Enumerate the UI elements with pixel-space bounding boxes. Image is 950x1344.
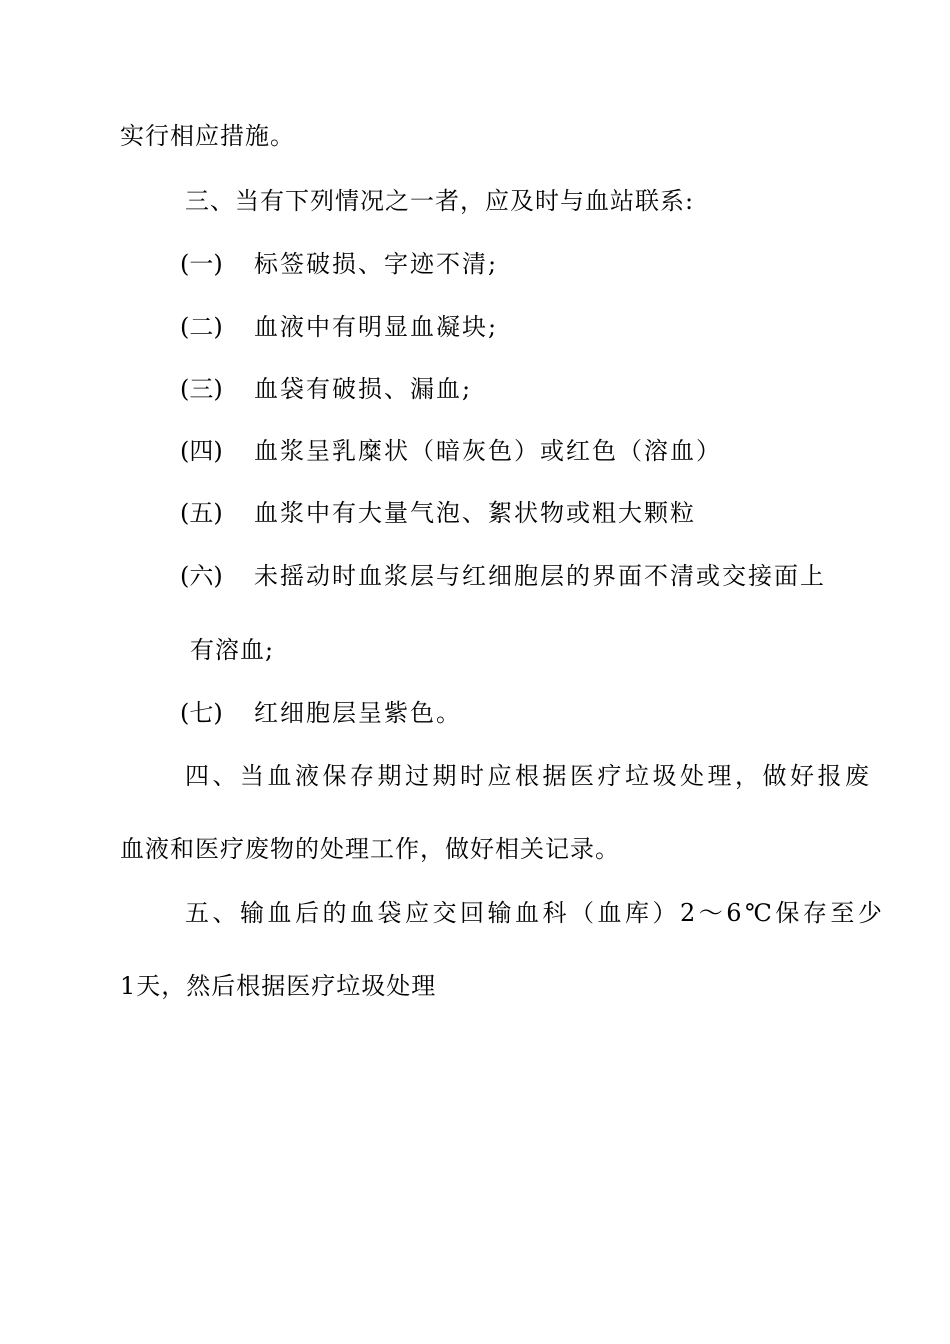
list-item-number: (二) [180,313,223,341]
list-item [180,248,498,280]
list-item-text: 未摇动时血浆层与红细胞层的界面不清或交接面上 [254,562,826,590]
section-four-paragraph: 四、当血液保存期过期时应根据医疗垃圾处理，做好报废 [185,762,873,790]
list-item-number: (三) [180,375,223,403]
list-item-text: 血液中有明显血凝块; [254,313,499,341]
list-item [180,697,462,729]
list-item-text: 血浆呈乳糜状（暗灰色）或红色（溶血） [254,437,722,465]
section-three-heading: 三、当有下列情况之一者，应及时与血站联系: [185,187,695,215]
list-item-text: 血袋有破损、漏血; [254,375,473,403]
list-item-number: (四) [180,437,223,465]
list-item [180,497,696,529]
list-item-text: 红细胞层呈紫色。 [254,699,462,727]
list-item [180,311,498,343]
list-item-continuation: 有溶血; [190,636,275,664]
list-item-number: (七) [180,699,223,727]
list-item-number: (六) [180,562,223,590]
list-item [180,560,826,592]
list-item-text: 血浆中有大量气泡、絮状物或粗大颗粒 [254,499,696,527]
list-item [180,373,472,405]
section-four-continuation: 血液和医疗废物的处理工作，做好相关记录。 [120,835,620,863]
list-item-number: (一) [180,250,223,278]
text-line-continuation: 实行相应措施。 [120,122,295,150]
list-item [180,435,722,467]
list-item-number: (五) [180,499,223,527]
section-five-continuation: 1天，然后根据医疗垃圾处理 [120,972,437,1000]
section-five-paragraph: 五、输血后的血袋应交回输血科（血库）2～6℃保存至少 [185,899,886,927]
list-item-text: 标签破损、字迹不清; [254,250,499,278]
